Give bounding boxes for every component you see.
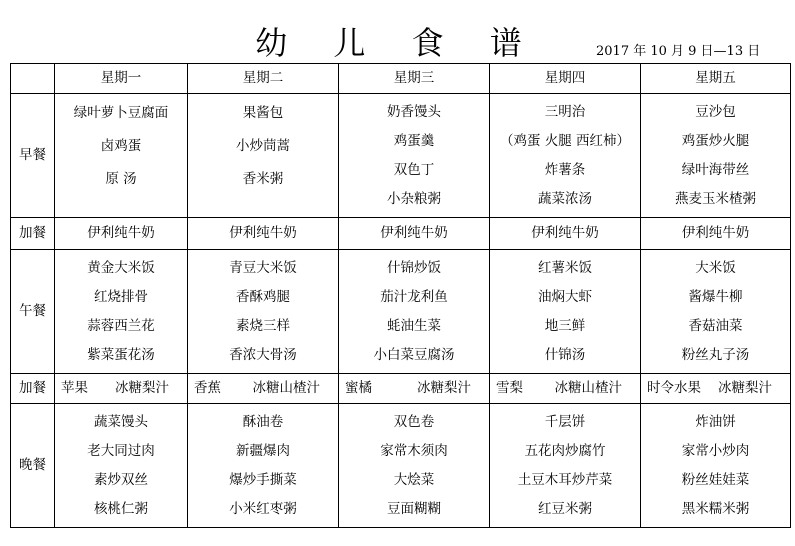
meal-label-breakfast: 早餐 [11,94,55,218]
dish-item: 小炒茼蒿 [236,138,290,155]
dish-item: 大烩菜 [393,471,435,488]
date-range: 2017 年 10 月 9 日—13 日 [596,44,761,59]
menu-cell [55,94,188,218]
dish-item: 老大同过肉 [87,442,155,459]
meal-label-snack2: 加餐 [11,374,55,404]
menu-cell [490,374,641,404]
dish-item: 卤鸡蛋 [100,138,142,155]
fruit-item: 香蕉 [194,380,221,396]
dish-item: 爆炒手撕菜 [229,471,297,488]
snack2-row [11,374,791,404]
menu-table [10,63,791,528]
drink-item: 冰糖山楂汁 [554,380,622,396]
lunch-row [11,250,791,374]
dish-item: 小白菜豆腐汤 [373,346,455,363]
menu-cell [55,404,188,528]
dish-item: 红烧排骨 [94,288,148,305]
dish-item: 核桃仁粥 [94,500,148,517]
drink-item: 冰糖梨汁 [718,380,772,396]
dish-item: 五花肉炒腐竹 [524,442,606,459]
dish-item: 炸油饼 [695,413,736,430]
menu-cell [339,374,490,404]
dish-item: 蚝油生菜 [387,317,441,334]
dish-item: 燕麦玉米楂粥 [675,190,756,207]
dish-item: 香酥鸡腿 [236,288,290,305]
menu-title: 幼 儿 食 谱 [255,24,540,62]
dish-item: 土豆木耳炒芹菜 [517,471,613,488]
header-row [11,64,791,94]
dinner-row [11,404,791,528]
dish-item: 小米红枣粥 [229,500,297,517]
snack1-row [11,218,791,250]
dish-item: 家常小炒肉 [681,442,750,459]
dish-item: 小杂粮粥 [387,190,441,207]
menu-cell [339,218,490,250]
menu-cell [188,374,339,404]
menu-cell [641,218,791,250]
day-header-monday: 星期一 [55,64,188,94]
dish-item: 黑米糯米粥 [681,500,750,517]
menu-cell [188,94,339,218]
dish-item: 新疆爆肉 [236,442,290,459]
menu-cell [55,374,188,404]
menu-cell [490,218,641,250]
meal-label-lunch: 午餐 [11,250,55,374]
drink-item: 冰糖梨汁 [417,380,471,396]
dish-item: 地三鲜 [544,317,586,334]
dish-item: 绿叶海带丝 [681,161,750,178]
snack-item: 伊利纯牛奶 [531,225,599,241]
fruit-item: 苹果 [61,380,88,396]
menu-cell [641,374,791,404]
dish-item: 奶香馒头 [387,103,441,120]
menu-cell [339,250,490,374]
menu-cell [490,404,641,528]
dish-item: 香菇油菜 [688,317,743,334]
dish-item: 鸡蛋羹 [393,132,435,149]
menu-cell [55,218,188,250]
drink-item: 冰糖梨汁 [115,380,169,396]
dish-item: 豆沙包 [695,103,736,120]
menu-cell [188,218,339,250]
menu-cell [490,94,641,218]
corner-cell [11,64,55,94]
dish-item: 油焖大虾 [538,288,592,305]
menu-cell [188,250,339,374]
dish-item: 绿叶萝卜豆腐面 [73,105,169,122]
dish-item: 家常木须肉 [380,442,448,459]
menu-cell [641,250,791,374]
dish-item: （鸡蛋 火腿 西红柿） [499,132,631,149]
dish-item: 素烧三样 [236,317,290,334]
dish-item: 什锦炒饭 [387,259,441,276]
snack-item: 伊利纯牛奶 [87,225,155,241]
dish-item: 千层饼 [544,413,586,430]
menu-cell [641,404,791,528]
snack-item: 伊利纯牛奶 [380,225,448,241]
dish-item: 素炒双丝 [94,471,148,488]
menu-cell [55,250,188,374]
fruit-item: 时令水果 [647,380,701,396]
dish-item: 炸薯条 [544,161,586,178]
dish-item: 三明治 [544,103,586,120]
dish-item: 蒜蓉西兰花 [87,317,155,334]
dish-item: 豆面糊糊 [387,500,441,517]
dish-item: 蔬菜馒头 [94,413,148,430]
meal-label-snack1: 加餐 [11,218,55,250]
dish-item: 粉丝娃娃菜 [681,471,750,488]
dish-item: 黄金大米饭 [87,259,155,276]
menu-cell [188,404,339,528]
dish-item: 原 汤 [105,170,137,187]
drink-item: 冰糖山楂汁 [252,380,320,396]
fruit-item: 雪梨 [496,380,523,396]
menu-cell [339,94,490,218]
dish-item: 酱爆牛柳 [688,288,743,305]
meal-label-dinner: 晚餐 [11,404,55,528]
dish-item: 蔬菜浓汤 [538,190,592,207]
dish-item: 双色卷 [393,413,435,430]
dish-item: 果酱包 [242,105,284,122]
dish-item: 香浓大骨汤 [229,346,297,363]
dish-item: 紫菜蛋花汤 [87,346,155,363]
dish-item: 香米粥 [242,170,284,187]
dish-item: 青豆大米饭 [229,259,297,276]
dish-item: 红豆米粥 [538,500,592,517]
day-header-thursday: 星期四 [490,64,641,94]
dish-item: 酥油卷 [242,413,284,430]
dish-item: 什锦汤 [544,346,586,363]
dish-item: 茄汁龙利鱼 [380,288,448,305]
dish-item: 粉丝丸子汤 [681,346,750,363]
dish-item: 鸡蛋炒火腿 [681,132,750,149]
menu-cell [641,94,791,218]
breakfast-row [11,94,791,218]
dish-item: 大米饭 [695,259,736,276]
dish-item: 双色丁 [393,161,435,178]
menu-cell [490,250,641,374]
day-header-tuesday: 星期二 [188,64,339,94]
dish-item: 红薯米饭 [538,259,592,276]
menu-cell [339,404,490,528]
snack-item: 伊利纯牛奶 [681,225,750,241]
fruit-item: 蜜橘 [345,380,372,396]
day-header-friday: 星期五 [641,64,791,94]
day-header-wednesday: 星期三 [339,64,490,94]
snack-item: 伊利纯牛奶 [229,225,297,241]
